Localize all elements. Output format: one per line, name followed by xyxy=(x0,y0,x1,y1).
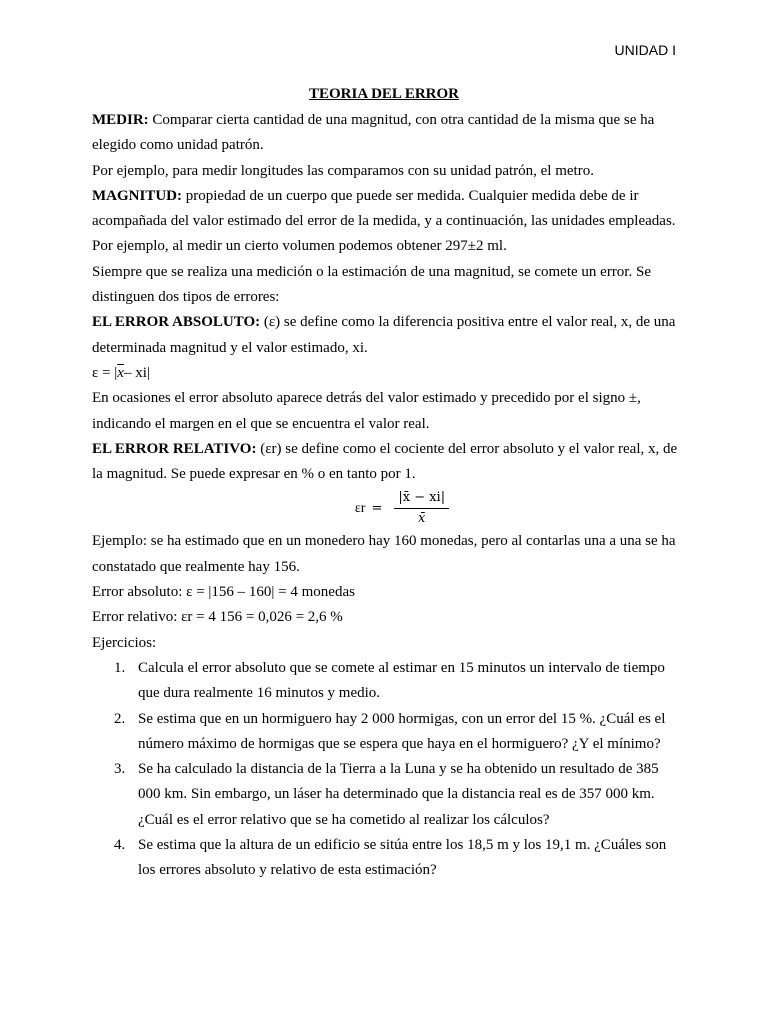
formula-numerator: |x̄ − xi| xyxy=(394,490,449,509)
definition-error-absoluto: (ε) se define como la diferencia positiva entre el valor real, x, de una determinada magnitud y el valor estimado, xi. xyxy=(92,314,676,356)
paragraph-ejemplo-monedero: Ejemplo: se ha estimado que en un monedero hay 160 monedas, pero al contarlas una a una se ha constatado que realmente hay 156. xyxy=(92,533,676,575)
formula-equals: = xyxy=(371,500,383,516)
exercise-list xyxy=(92,656,682,884)
exercise-item xyxy=(92,833,682,884)
paragraph-medir xyxy=(92,108,682,159)
paragraph-error-absoluto xyxy=(92,310,682,361)
term-error-relativo: EL ERROR RELATIVO: xyxy=(92,440,257,457)
document-body xyxy=(92,108,682,884)
formula-denominator: x̄ xyxy=(418,510,426,526)
paragraph-magnitud xyxy=(92,184,682,235)
document-title: TEORIA DEL ERROR xyxy=(308,86,460,102)
exercise-text: Se estima que la altura de un edificio se sitúa entre los 18,5 m y los 19,1 m. ¿Cuáles son los errores absoluto y relativo de esta estimación? xyxy=(138,837,667,879)
exercise-number: 1. xyxy=(114,659,126,676)
exercise-number: 2. xyxy=(114,710,126,727)
exercise-item xyxy=(92,656,682,707)
paragraph-siempre: Siempre que se realiza una medición o la estimación de una magnitud, se comete un error. Se distinguen dos tipos de errores: xyxy=(92,263,651,306)
paragraph-error-relativo xyxy=(92,437,682,488)
exercise-number: 3. xyxy=(114,761,126,778)
exercise-text: Calcula el error absoluto que se comete al estimar en 15 minutos un intervalo de tiempo que dura realmente 16 minutos y medio. xyxy=(138,659,665,702)
paragraph-ejemplo-metro: Por ejemplo, para medir longitudes las comparamos con su unidad patrón, el metro. xyxy=(92,162,594,179)
definition-magnitud: propiedad de un cuerpo que puede ser medida. Cualquier medida debe de ir acompañada del valor estimado del error de la medida, y a continuación, las unidades empleadas. xyxy=(92,187,676,230)
formula-fraction xyxy=(394,490,449,527)
formula-error-relativo xyxy=(92,487,682,529)
paragraph-ejercicios: Ejercicios: xyxy=(92,634,157,651)
exercise-number: 4. xyxy=(114,837,126,854)
exercise-text: Se ha calculado la distancia de la Tierra a la Luna y se ha obtenido un resultado de 385 000 km. Sin embargo, un láser ha determinado que la distancia real es de 357 000 km. ¿Cuál es el error relativo que se ha cometido al realizar los cálculos? xyxy=(138,761,659,828)
paragraph-error-relativo-ejemplo: Error relativo: εr = 4 156 = 0,026 = 2,6 % xyxy=(92,609,343,626)
formula-error-absoluto: $\varepsilon = |\overline{x}-$ xi| xyxy=(92,364,150,381)
exercise-item xyxy=(92,707,682,758)
formula-lhs: εr xyxy=(354,500,366,516)
paragraph-error-absoluto-ejemplo: Error absoluto: ε = |156 – 160| = 4 monedas xyxy=(92,584,355,601)
exercise-item xyxy=(92,757,682,833)
definition-medir: Comparar cierta cantidad de una magnitud, con otra cantidad de la misma que se ha elegido como unidad patrón. xyxy=(92,112,655,154)
paragraph-ocasiones: En ocasiones el error absoluto aparece detrás del valor estimado y precedido por el signo ±, indicando el margen en el que se encuentra el valor real. xyxy=(92,390,641,432)
term-medir: MEDIR: xyxy=(92,112,149,128)
definition-error-relativo: (εr) se define como el cociente del error absoluto y el valor real, x, de la magnitud. Se puede expresar en % o en tanto por 1. xyxy=(92,440,678,483)
paragraph-ejemplo-volumen: Por ejemplo, al medir un cierto volumen podemos obtener 297±2 ml. xyxy=(92,238,507,255)
term-magnitud: MAGNITUD: xyxy=(92,187,182,204)
term-error-absoluto: EL ERROR ABSOLUTO: xyxy=(92,314,261,331)
page-header-unit: UNIDAD I xyxy=(614,42,676,58)
exercise-text: Se estima que en un hormiguero hay 2 000 hormigas, con un error del 15 %. ¿Cuál es el número máximo de hormigas que se espera que haya en el hormiguero? ¿Y el mínimo? xyxy=(138,710,666,752)
